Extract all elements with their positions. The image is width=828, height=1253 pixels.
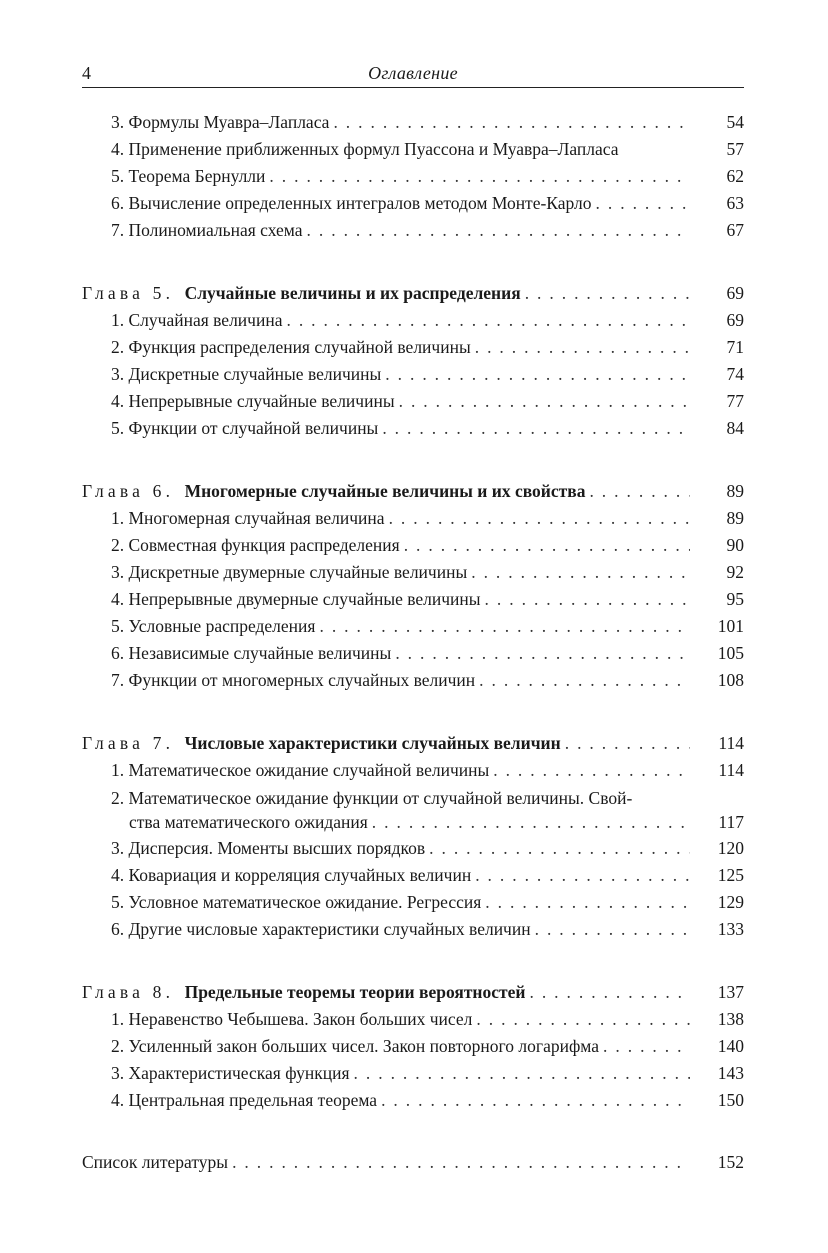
leader-dots <box>404 532 690 559</box>
toc-entry-page: 71 <box>726 337 744 357</box>
toc-entry-page: 67 <box>726 220 744 240</box>
bibliography-entry[interactable] <box>82 1149 744 1176</box>
toc-entry[interactable] <box>82 757 744 784</box>
leader-dots <box>479 667 690 694</box>
toc-entry-page: 129 <box>717 892 744 912</box>
leader-dots <box>525 280 690 307</box>
toc-entry-label: 3. Формулы Муавра–Лапласа <box>111 112 330 132</box>
table-of-contents <box>82 109 744 1176</box>
spacer <box>82 694 744 730</box>
chapter-title: Многомерные случайные величины и их свойства <box>184 481 586 501</box>
leader-dots <box>307 217 690 244</box>
chapter-prefix: Глава 6. <box>82 481 175 501</box>
toc-entry-page: 54 <box>726 112 744 132</box>
toc-entry-label: 4. Непрерывные случайные величины <box>111 391 395 411</box>
toc-entry[interactable] <box>82 415 744 442</box>
leader-dots <box>565 730 690 757</box>
leader-dots <box>535 916 690 943</box>
chapter-page: 114 <box>718 733 744 753</box>
toc-entry-page: 105 <box>717 643 744 663</box>
toc-entry-page: 57 <box>726 139 744 159</box>
toc-entry[interactable] <box>82 889 744 916</box>
toc-entry[interactable] <box>82 1060 744 1087</box>
leader-dots <box>382 415 690 442</box>
leader-dots <box>485 586 690 613</box>
toc-entry-page: 140 <box>717 1036 744 1056</box>
chapter-label <box>82 730 561 757</box>
toc-entry[interactable] <box>82 559 744 586</box>
chapter-label <box>82 280 521 307</box>
toc-entry-label: 5. Условное математическое ожидание. Регрессия <box>111 892 482 912</box>
toc-entry-label: 3. Дисперсия. Моменты высших порядков <box>111 838 426 858</box>
chapter-prefix: Глава 7. <box>82 733 175 753</box>
toc-entry-label: 6. Независимые случайные величины <box>111 643 392 663</box>
toc-entry-label: 2. Усиленный закон больших чисел. Закон повторного логарифма <box>111 1036 600 1056</box>
toc-entry-label: 3. Дискретные случайные величины <box>111 364 382 384</box>
leader-dots <box>476 1006 690 1033</box>
toc-entry-page: 77 <box>726 391 744 411</box>
toc-entry-label: 2. Функция распределения случайной величины <box>111 337 471 357</box>
toc-entry-label: 5. Теорема Бернулли <box>111 166 266 186</box>
page-header <box>82 61 744 88</box>
leader-dots <box>589 478 690 505</box>
leader-dots <box>372 810 690 834</box>
spacer <box>82 442 744 478</box>
toc-entry[interactable] <box>82 307 744 334</box>
toc-entry-label: 3. Дискретные двумерные случайные величины <box>111 562 468 582</box>
toc-entry-label: 4. Непрерывные двумерные случайные величины <box>111 589 481 609</box>
toc-entry-page: 125 <box>717 865 744 885</box>
chapter-prefix: Глава 8. <box>82 982 175 1002</box>
toc-entry-continuation <box>111 810 744 834</box>
toc-entry-page: 92 <box>726 562 744 582</box>
leader-dots <box>429 835 690 862</box>
chapter-label <box>82 478 585 505</box>
toc-entry[interactable] <box>82 334 744 361</box>
toc-entry[interactable] <box>82 1087 744 1114</box>
toc-entry-page: 84 <box>726 418 744 438</box>
leader-dots <box>485 889 690 916</box>
toc-entry-label: 2. Математическое ожидание функции от случайной величины. Свой- <box>111 788 633 808</box>
toc-entry-page: 101 <box>717 616 744 636</box>
bibliography-page: 152 <box>717 1152 744 1172</box>
chapter-title: Предельные теоремы теории вероятностей <box>184 982 526 1002</box>
toc-entry-page: 63 <box>726 193 744 213</box>
page-number: 4 <box>82 63 91 83</box>
toc-entry[interactable] <box>82 613 744 640</box>
leader-dots <box>381 1087 690 1114</box>
toc-entry[interactable] <box>82 916 744 943</box>
toc-entry[interactable] <box>82 505 744 532</box>
toc-entry-page: 114 <box>718 760 744 780</box>
toc-entry-multiline[interactable] <box>82 784 744 835</box>
leader-dots <box>529 979 690 1006</box>
running-title: Оглавление <box>368 63 458 83</box>
chapter-title: Случайные величины и их распределения <box>184 283 521 303</box>
leader-dots <box>475 334 690 361</box>
chapter-6-heading[interactable] <box>82 478 744 505</box>
chapter-title: Числовые характеристики случайных величин <box>184 733 561 753</box>
spacer <box>82 244 744 280</box>
toc-entry-page: 90 <box>726 535 744 555</box>
toc-entry[interactable] <box>82 1006 744 1033</box>
toc-entry[interactable] <box>82 835 744 862</box>
toc-entry-label: 4. Применение приближенных формул Пуассона и Муавра–Лапласа <box>111 139 619 159</box>
toc-entry-label-cont: ства математического ожидания <box>129 812 368 832</box>
leader-dots <box>269 163 690 190</box>
toc-entry-label: 7. Полиномиальная схема <box>111 220 303 240</box>
toc-entry-page: 69 <box>726 310 744 330</box>
toc-entry[interactable] <box>82 217 744 244</box>
leader-dots <box>319 613 690 640</box>
toc-entry-page: 89 <box>726 508 744 528</box>
toc-entry-label: 4. Центральная предельная теорема <box>111 1090 378 1110</box>
toc-entry-page: 62 <box>726 166 744 186</box>
toc-entry-page: 74 <box>726 364 744 384</box>
chapter-8-heading[interactable] <box>82 979 744 1006</box>
toc-entry[interactable] <box>82 190 744 217</box>
toc-entry-label: 2. Совместная функция распределения <box>111 535 400 555</box>
toc-entry[interactable] <box>82 640 744 667</box>
leader-dots <box>471 559 690 586</box>
leader-dots <box>389 505 690 532</box>
toc-entry[interactable] <box>82 586 744 613</box>
leader-dots <box>475 862 690 889</box>
leader-dots <box>596 190 690 217</box>
leader-dots <box>354 1060 690 1087</box>
leader-dots <box>286 307 690 334</box>
toc-entry-label: 1. Математическое ожидание случайной величины <box>111 760 490 780</box>
leader-dots <box>395 640 690 667</box>
chapter-label <box>82 979 525 1006</box>
toc-entry-page: 143 <box>717 1063 744 1083</box>
leader-dots <box>385 361 690 388</box>
leader-dots <box>232 1149 690 1176</box>
chapter-prefix: Глава 5. <box>82 283 175 303</box>
toc-entry[interactable] <box>82 667 744 694</box>
toc-entry-label: 5. Функции от случайной величины <box>111 418 379 438</box>
toc-entry[interactable] <box>82 136 744 163</box>
toc-entry-label: 6. Вычисление определенных интегралов методом Монте-Карло <box>111 193 592 213</box>
leader-dots <box>333 109 690 136</box>
toc-entry-page: 117 <box>718 812 744 832</box>
bibliography-label: Список литературы <box>82 1152 229 1172</box>
chapter-page: 69 <box>726 283 744 303</box>
toc-entry-label: 6. Другие числовые характеристики случайных величин <box>111 919 531 939</box>
toc-entry-page: 138 <box>717 1009 744 1029</box>
toc-entry-label: 4. Ковариация и корреляция случайных величин <box>111 865 472 885</box>
chapter-5-heading[interactable] <box>82 280 744 307</box>
toc-entry[interactable] <box>82 532 744 559</box>
toc-entry[interactable] <box>82 862 744 889</box>
toc-entry-label: 1. Неравенство Чебышева. Закон больших чисел <box>111 1009 473 1029</box>
toc-entry-label: 7. Функции от многомерных случайных величин <box>111 670 476 690</box>
toc-entry[interactable] <box>82 361 744 388</box>
toc-entry[interactable] <box>82 1033 744 1060</box>
leader-dots <box>399 388 690 415</box>
leader-dots <box>603 1033 690 1060</box>
toc-entry-label: 3. Характеристическая функция <box>111 1063 350 1083</box>
spacer <box>82 943 744 979</box>
toc-entry-label: 1. Многомерная случайная величина <box>111 508 385 528</box>
toc-entry-label: 5. Условные распределения <box>111 616 316 636</box>
toc-entry[interactable] <box>82 388 744 415</box>
toc-entry-page: 95 <box>726 589 744 609</box>
leader-dots <box>493 757 690 784</box>
toc-entry-page: 133 <box>717 919 744 939</box>
toc-entry-label: 1. Случайная величина <box>111 310 283 330</box>
chapter-7-heading[interactable] <box>82 730 744 757</box>
toc-entry-page: 150 <box>717 1090 744 1110</box>
toc-entry-page: 108 <box>717 670 744 690</box>
toc-entry-page: 120 <box>717 838 744 858</box>
chapter-page: 89 <box>726 481 744 501</box>
toc-entry[interactable] <box>82 109 744 136</box>
spacer <box>82 1114 744 1149</box>
chapter-page: 137 <box>717 982 744 1002</box>
toc-entry[interactable] <box>82 163 744 190</box>
